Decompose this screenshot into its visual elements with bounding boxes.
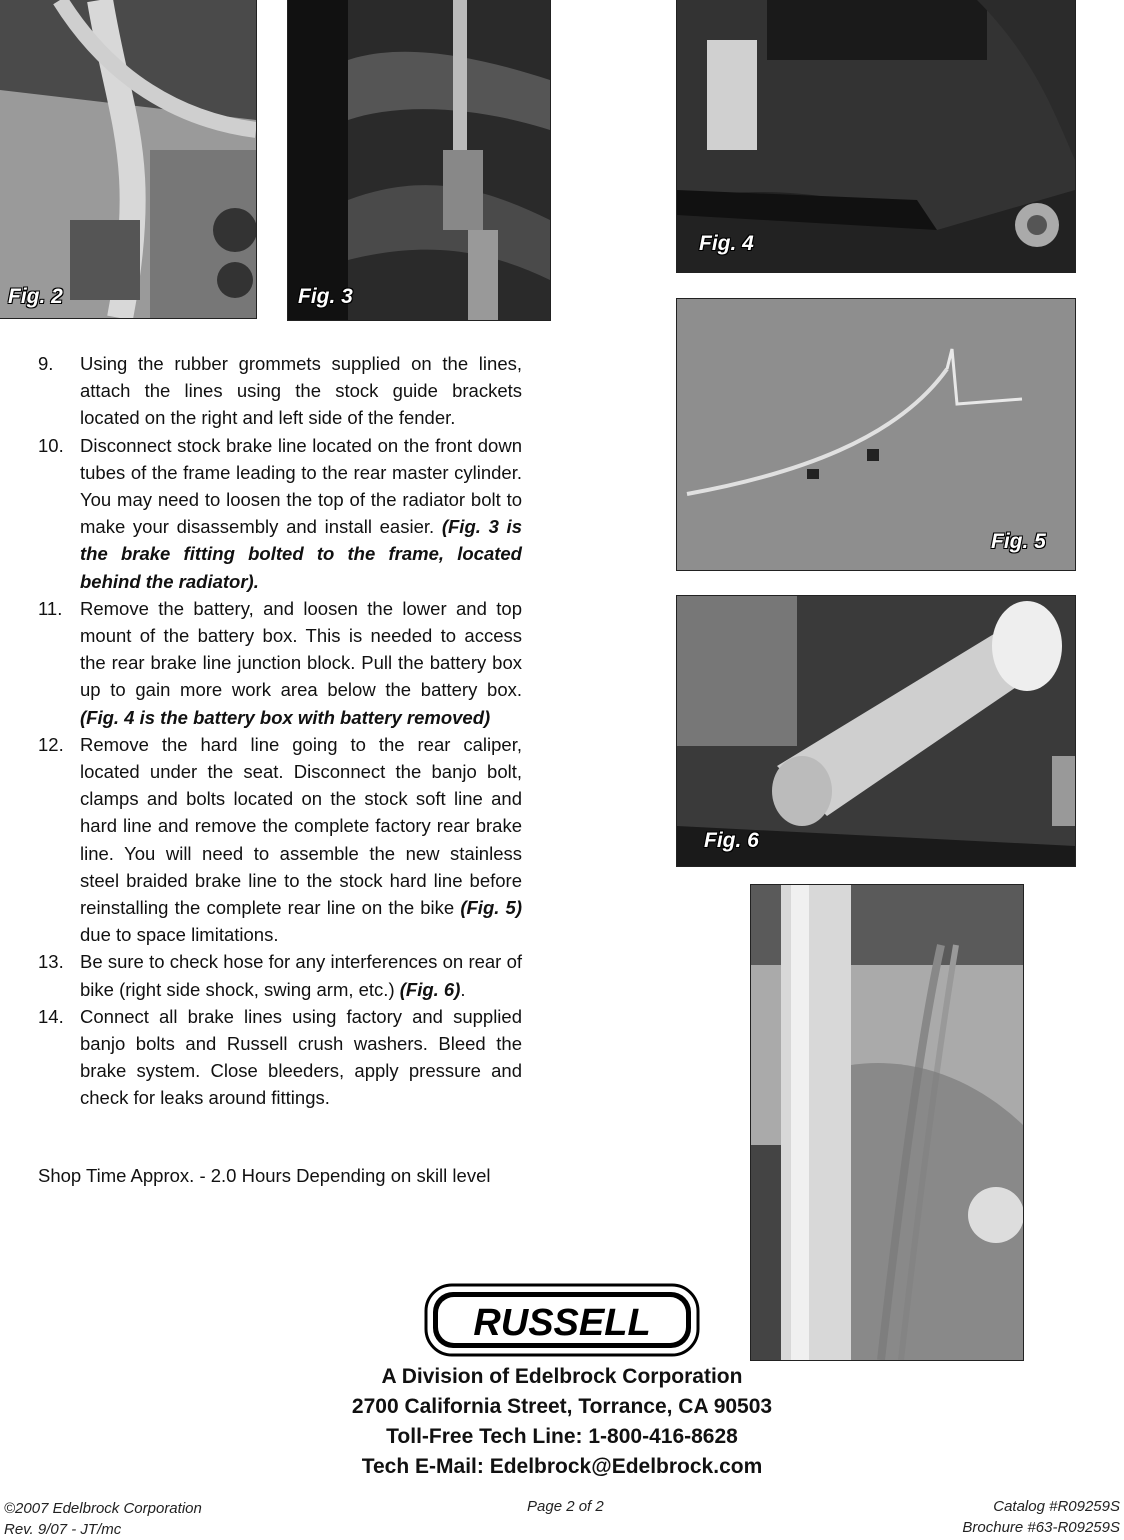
step-body-end: .: [460, 978, 466, 1000]
step-12: [38, 731, 522, 949]
step-text: Using the rubber grommets supplied on the lines, attach the lines using the stock guide brackets located on the right and left side of the fender.: [80, 353, 522, 429]
fig-2-photo: [0, 0, 257, 319]
catalog-number: Catalog #R09259S: [993, 1498, 1120, 1515]
step-text: [80, 432, 522, 595]
shop-time: Shop Time Approx. - 2.0 Hours Depending on skill level: [38, 1165, 491, 1186]
logo-text: RUSSELL: [473, 1302, 651, 1344]
step-number: 9.: [38, 353, 54, 374]
step-figure-note: (Fig. 4 is the battery box with battery removed): [80, 706, 491, 728]
fig-2-image: [0, 0, 256, 318]
footer-left: [4, 1498, 202, 1540]
copyright: ©2007 Edelbrock Corporation: [4, 1500, 202, 1517]
front-fork-photo: [750, 884, 1024, 1361]
fig-6-photo: [676, 595, 1076, 867]
step-text: Connect all brake lines using factory and supplied banjo bolts and Russell crush washers. Bleed the brake system. Close bleeders, apply pressure and check for leaks around fittings.: [80, 1005, 522, 1109]
contact-block: [262, 1362, 862, 1482]
step-number: 12.: [38, 733, 64, 755]
page-number: Page 2 of 2: [527, 1498, 604, 1515]
step-body: Remove the hard line going to the rear caliper, located under the seat. Disconnect the banjo bolt, clamps and bolts located on the stock soft line and hard line and remove the complete factory rear brake line. You will need to assemble the new stainless steel braided brake line to the stock hard line before reinstalling the complete rear line on the bike: [80, 733, 522, 919]
front-fork-image: [751, 885, 1023, 1360]
step-figure-note: (Fig. 3 is the brake fitting bolted to the frame, located behind the radiator).: [80, 516, 522, 592]
fig-5-photo: [676, 298, 1076, 571]
tech-email: Tech E-Mail: Edelbrock@Edelbrock.com: [361, 1455, 763, 1478]
step-figure-note: (Fig. 5): [460, 897, 522, 919]
fig-3-image: [288, 0, 550, 320]
revision: Rev. 9/07 - JT/mc: [4, 1521, 122, 1538]
step-11: [38, 595, 522, 731]
step-10: [38, 432, 522, 595]
fig-3-label: Fig. 3: [298, 285, 353, 308]
russell-logo: [424, 1283, 700, 1357]
step-number: 10.: [38, 434, 64, 456]
step-number: 11.: [38, 597, 63, 619]
step-number: 13.: [38, 951, 64, 973]
brochure-number: Brochure #63-R09259S: [962, 1519, 1120, 1536]
step-9: [38, 350, 522, 432]
fig-4-label: Fig. 4: [699, 232, 754, 255]
instruction-steps: [38, 350, 522, 1112]
division-line: A Division of Edelbrock Corporation: [381, 1365, 743, 1388]
fig-4-photo: [676, 0, 1076, 273]
fig-6-label: Fig. 6: [704, 829, 759, 852]
step-text: [80, 948, 522, 1002]
footer-right: [962, 1496, 1120, 1538]
step-body: Disconnect stock brake line located on the front down tubes of the frame leading to the rear master cylinder. You may need to loosen the top of the radiator bolt to make your disassembly and install easier.: [80, 434, 522, 538]
step-body: Remove the battery, and loosen the lower and top mount of the battery box. This is needed to access the rear brake line junction block. Pull the battery box up to gain more work area below the battery box.: [80, 597, 522, 701]
fig-3-photo: [287, 0, 551, 321]
fig-6-image: [677, 596, 1075, 866]
step-number: 14.: [38, 1005, 64, 1027]
step-text: [80, 731, 522, 949]
fig-5-label: Fig. 5: [991, 530, 1046, 553]
step-text: [80, 595, 522, 731]
step-figure-note: (Fig. 6): [399, 978, 461, 1000]
step-13: [38, 948, 522, 1002]
step-body-end: due to space limitations.: [80, 924, 279, 946]
address-line: 2700 California Street, Torrance, CA 90503: [351, 1395, 773, 1418]
step-14: [38, 1003, 522, 1112]
fig-2-label: Fig. 2: [8, 285, 63, 308]
step-body: Be sure to check hose for any interferences on rear of bike (right side shock, swing arm, etc.): [80, 951, 522, 1000]
tech-line: Toll-Free Tech Line: 1-800-416-8628: [386, 1425, 738, 1448]
